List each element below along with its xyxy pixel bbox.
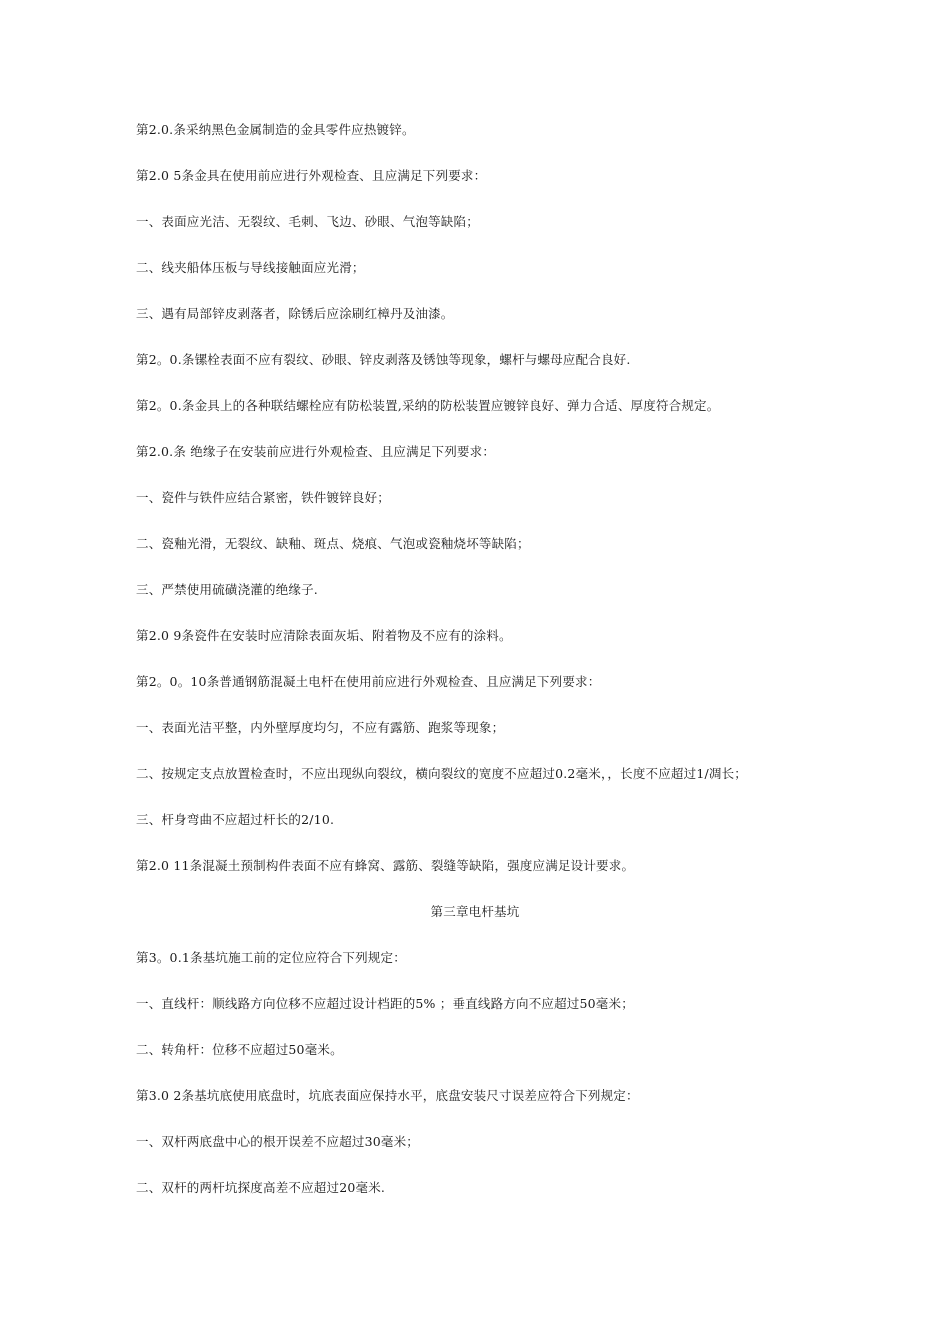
clause-2-0-5-item-1: 一、表面应光洁、无裂纹、毛刺、飞边、砂眼、气泡等缺陷； bbox=[136, 214, 479, 229]
clause-3-0-2-item-2: 二、双杆的两杆坑探度高差不应超过20毫米. bbox=[136, 1180, 386, 1195]
clause-2-0-10-item-3: 三、杆身弯曲不应超过杆长的2/10. bbox=[136, 812, 335, 827]
clause-3-0-1-item-1: 一、直线杆：顺线路方向位移不应超过设计档距的5% ；垂直线路方向不应超过50毫米； bbox=[136, 996, 634, 1011]
clause-2-0-10-item-1: 一、表面光洁平整，内外壁厚度均匀，不应有露筋、跑浆等现象； bbox=[136, 720, 505, 735]
clause-insulator-item-2: 二、瓷釉光滑，无裂纹、缺釉、斑点、烧痕、气泡或瓷釉烧坏等缺陷； bbox=[136, 536, 530, 551]
clause-insulator-item-3: 三、严禁使用硫磺浇灌的绝缘子. bbox=[136, 582, 318, 597]
clause-2-0-5-item-3: 三、遇有局部锌皮剥落者，除锈后应涂刷红樟丹及油漆。 bbox=[136, 306, 454, 321]
clause-2-0-anti-loosening: 第2。0.条金具上的各种联结螺栓应有防松装置,采纳的防松装置应镀锌良好、弹力合适、厚度符合规定。 bbox=[136, 398, 720, 413]
clause-3-0-2-heading: 第3.0 2条基坑底使用底盘时，坑底表面应保持水平，底盘安装尺寸误差应符合下列规定： bbox=[136, 1088, 639, 1103]
clause-insulator-item-1: 一、瓷件与铁件应结合紧密，铁件镀锌良好； bbox=[136, 490, 391, 505]
clause-2-0-bolt-surface: 第2。0.条镙栓表面不应有裂纹、砂眼、锌皮剥落及锈蚀等现象，螺杆与螺母应配合良好. bbox=[136, 352, 631, 367]
clause-3-0-1-item-2: 二、转角杆：位移不应超过50毫米。 bbox=[136, 1042, 343, 1057]
clause-2-0-insulator-heading: 第2.0.条 绝缘子在安装前应进行外观检查、且应满足下列要求： bbox=[136, 444, 496, 459]
clause-2-0-11: 第2.0 11条混凝土预制构件表面不应有蜂窝、露筋、裂缝等缺陷，强度应满足设计要求。 bbox=[136, 858, 635, 873]
clause-2-0-10-item-2: 二、按规定支点放置检查时，不应出现纵向裂纹，横向裂纹的宽度不应超过0.2毫米，，长度不应超过1/凋长； bbox=[136, 766, 747, 781]
clause-3-0-1-heading: 第3。0.1条基坑施工前的定位应符合下列规定： bbox=[136, 950, 406, 965]
clause-2-0-galvanizing: 第2.0.条采纳黑色金属制造的金具零件应热镀锌。 bbox=[136, 122, 415, 137]
chapter-title: 第三章电杆基坑 bbox=[430, 904, 520, 919]
clause-2-0-10-heading: 第2。0。10条普通钢筋混凝土电杆在使用前应进行外观检查、且应满足下列要求： bbox=[136, 674, 601, 689]
clause-2-0-9: 第2.0 9条瓷件在安装时应清除表面灰垢、附着物及不应有的涂料。 bbox=[136, 628, 512, 643]
clause-2-0-5-item-2: 二、线夹船体压板与导线接触面应光滑； bbox=[136, 260, 365, 275]
clause-3-0-2-item-1: 一、双杆两底盘中心的根开误差不应超过30毫米； bbox=[136, 1134, 420, 1149]
clause-2-0-5-heading: 第2.0 5条金具在使用前应进行外观检查、且应满足下列要求： bbox=[136, 168, 487, 183]
